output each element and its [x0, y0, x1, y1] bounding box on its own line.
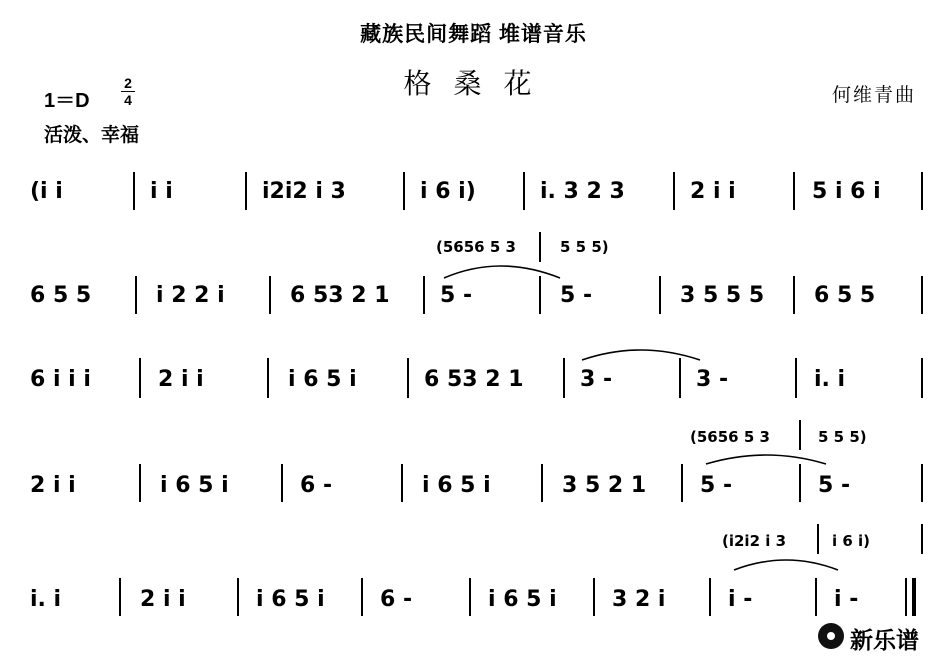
measure: 3 5 2 1: [562, 473, 647, 498]
measure: i 6 5 i: [160, 473, 229, 498]
measure: 2 i i: [140, 587, 186, 612]
score-line-4: [30, 420, 922, 502]
measure: 5 -: [818, 473, 851, 498]
logo-text: 新乐谱: [850, 628, 919, 654]
measure: i. i: [814, 367, 846, 392]
measure: 6 5 5: [814, 283, 876, 308]
score-line-2: [30, 232, 922, 314]
score-line-3: [30, 350, 922, 398]
measure: i. 3 2 3: [540, 179, 625, 204]
measure: i 6 5 i: [256, 587, 325, 612]
measure: i 6 5 i: [288, 367, 357, 392]
cue-measure: (5656 5 3: [436, 238, 516, 256]
measure: 6 53 2 1: [290, 283, 390, 308]
measure: 3 2 i: [612, 587, 666, 612]
tempo-marking: 活泼、幸福: [44, 125, 140, 146]
measure: i -: [728, 587, 753, 612]
measure: 6 5 5: [30, 283, 92, 308]
time-signature-numerator: 2: [124, 75, 132, 91]
site-logo[interactable]: [814, 618, 944, 658]
score-line-5: [30, 524, 922, 616]
measure: 5 i 6 i: [812, 179, 881, 204]
measure: i 6 5 i: [488, 587, 557, 612]
cue-measure: 5 5 5): [818, 428, 867, 446]
measure: 5 -: [560, 283, 593, 308]
piece-subtitle: 藏族民间舞蹈 堆谱音乐: [360, 23, 587, 46]
cue-measure: (i2i2 i 3: [722, 532, 787, 550]
measure: 6 53 2 1: [424, 367, 524, 392]
time-signature-denominator: 4: [124, 92, 132, 108]
measure: i i: [150, 179, 173, 204]
cue-measure: (5656 5 3: [690, 428, 770, 446]
measure: 5 -: [440, 283, 473, 308]
measure: 3 5 5 5: [680, 283, 765, 308]
measure: (i i: [30, 179, 63, 204]
composer-credit: 何维青曲: [832, 85, 917, 106]
measure: 6 -: [300, 473, 333, 498]
measure: i2i2 i 3: [262, 179, 346, 204]
slur: [582, 350, 700, 360]
measure: 2 i i: [30, 473, 76, 498]
measure: i 6 5 i: [422, 473, 491, 498]
cue-measure: 5 5 5): [560, 238, 609, 256]
measure: 5 -: [700, 473, 733, 498]
slur: [734, 560, 838, 570]
measure: 6 -: [380, 587, 413, 612]
key-signature: 1＝D: [44, 90, 90, 112]
slur: [444, 266, 560, 278]
piece-title: 格桑花: [403, 68, 554, 99]
score-line-1: [30, 172, 922, 210]
music-disc-icon: [818, 623, 844, 649]
measure: 2 i i: [158, 367, 204, 392]
measure: i. i: [30, 587, 62, 612]
measure: i 6 i): [420, 179, 476, 204]
measure: 3 -: [696, 367, 729, 392]
measure: 2 i i: [690, 179, 736, 204]
slur: [706, 455, 826, 464]
measure: i 2 2 i: [156, 283, 225, 308]
measure: 3 -: [580, 367, 613, 392]
measure: i -: [834, 587, 859, 612]
measure: 6 i i i: [30, 367, 91, 392]
cue-measure: i 6 i): [832, 532, 871, 550]
